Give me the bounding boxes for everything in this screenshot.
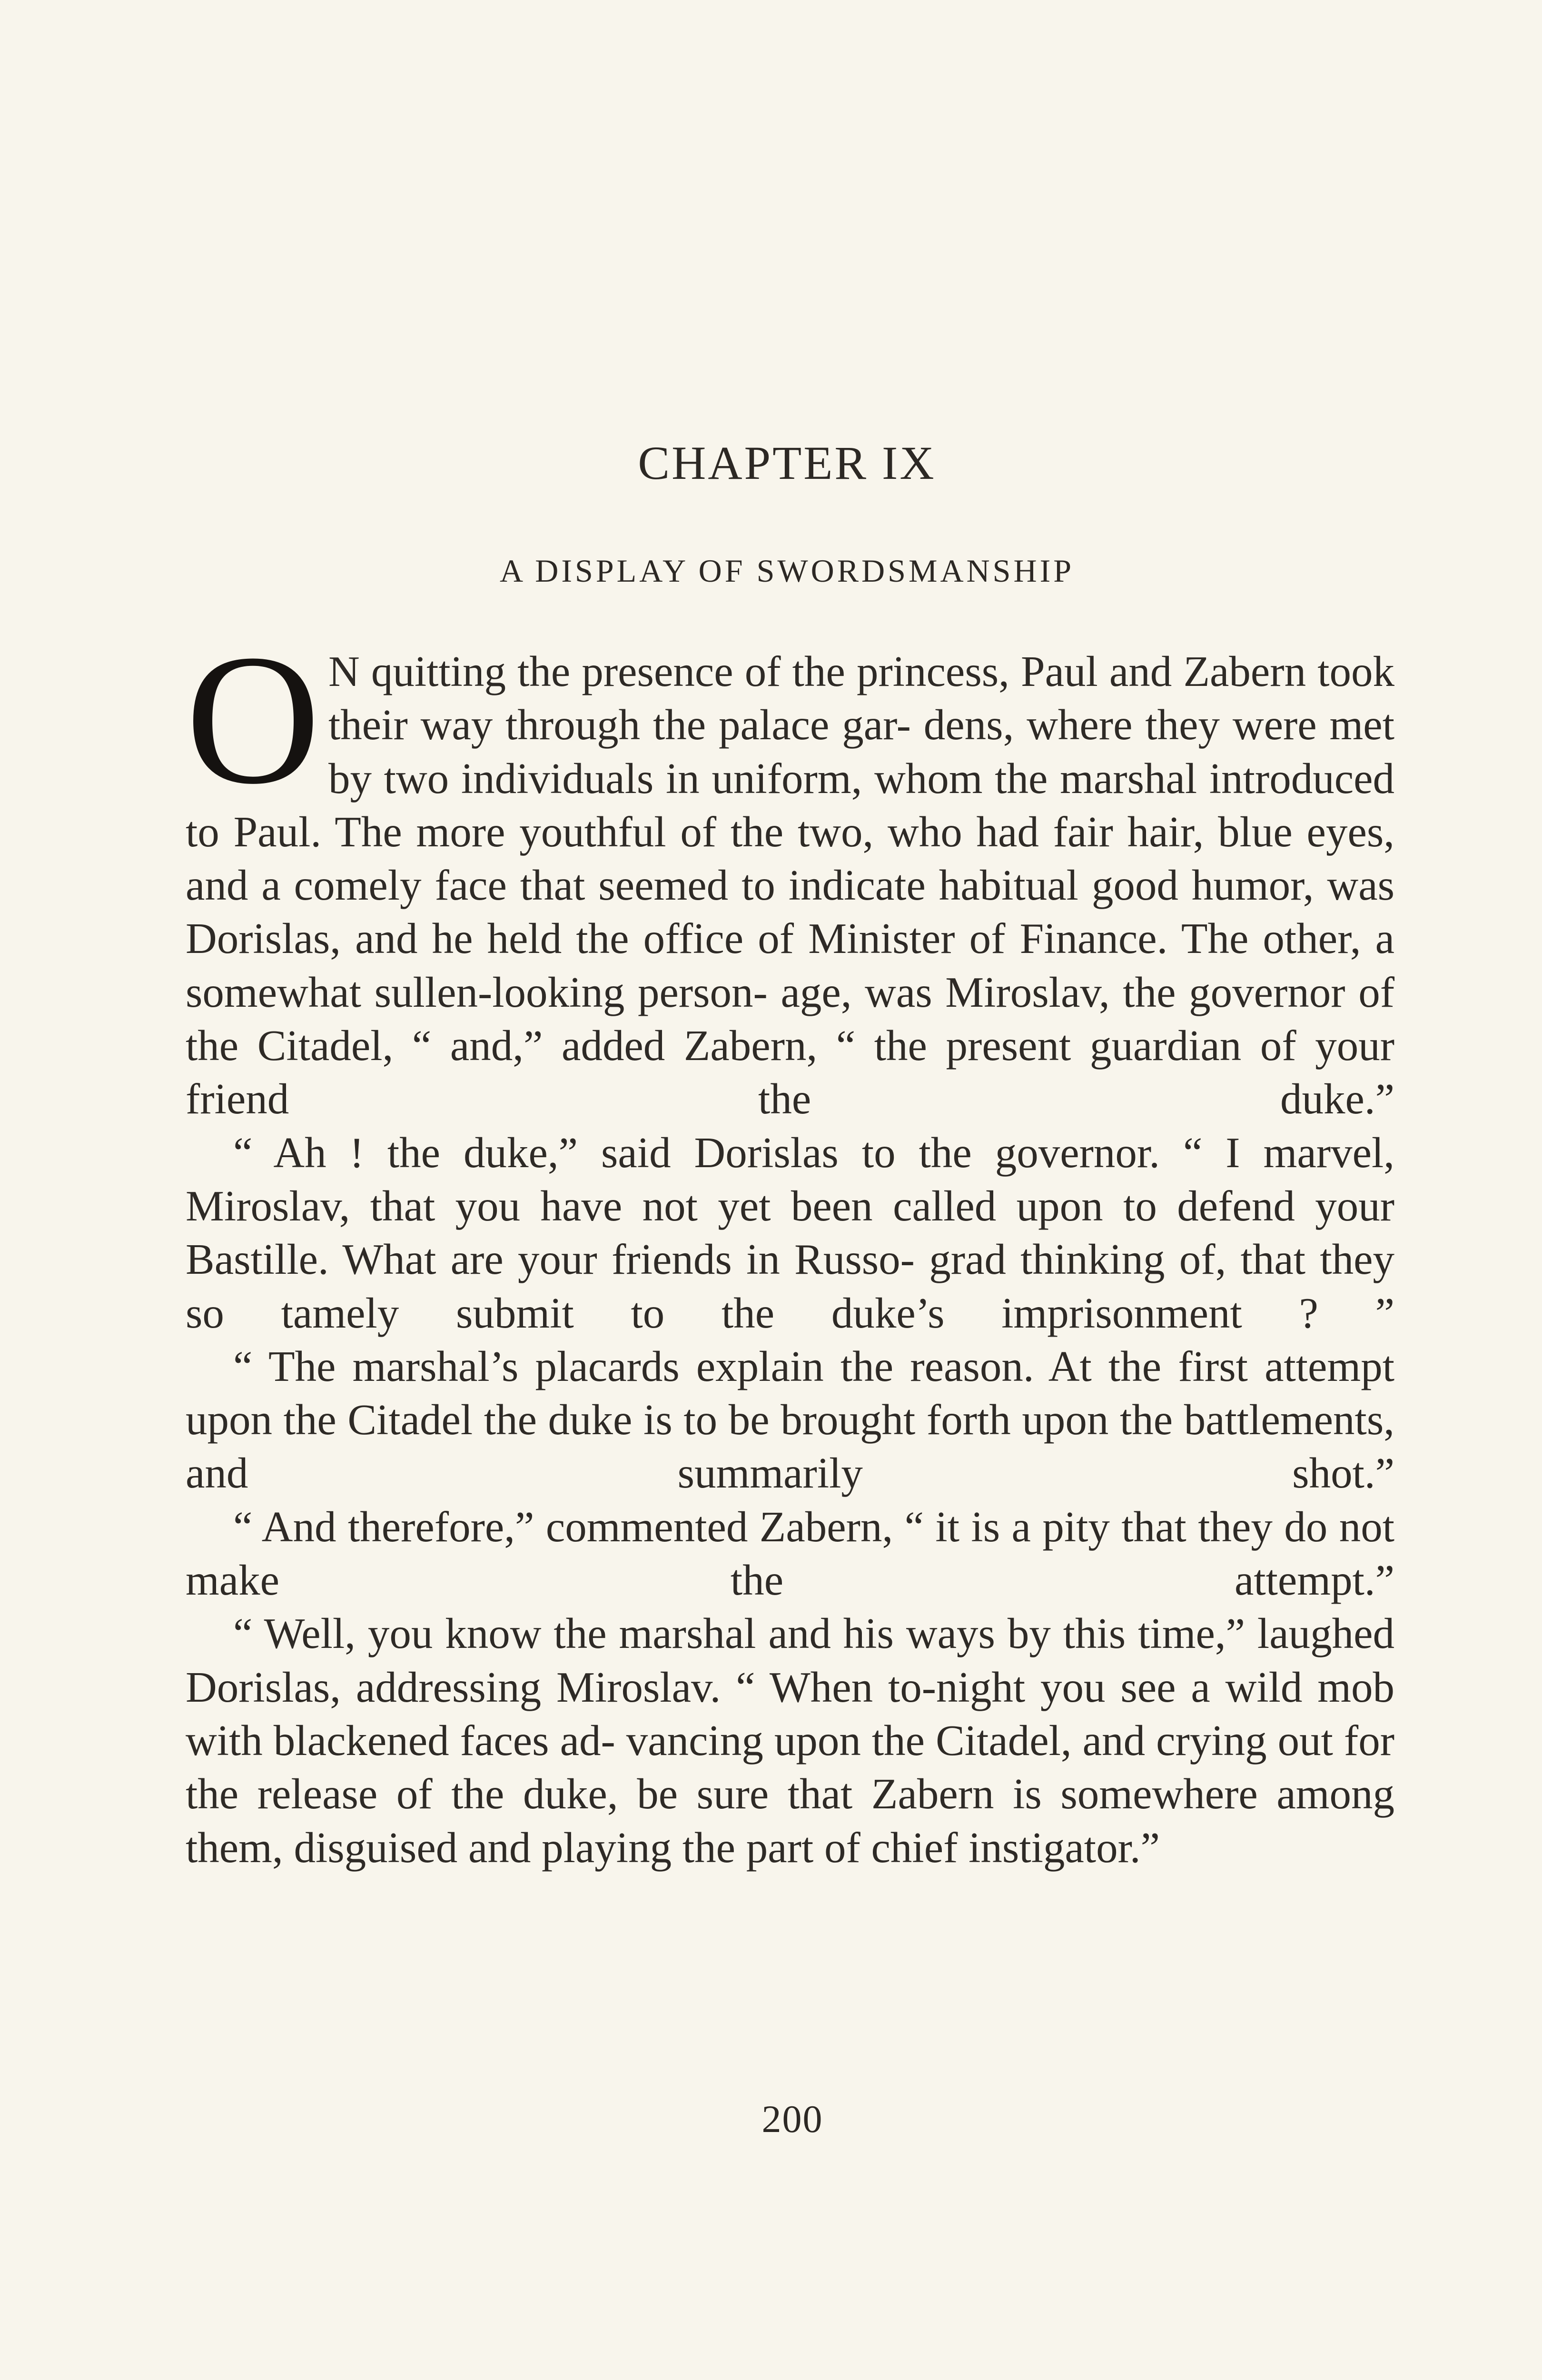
text-line: them, disguised and playing the part of chief instigator.” — [186, 1823, 1160, 1872]
text-line: “ The marshal’s placards explain the reason. At the — [233, 1342, 1162, 1390]
text-line: and a comely face that seemed to indicate habitual good — [186, 861, 1178, 910]
text-line: marvel, Miroslav, that you have not yet been called upon — [186, 1128, 1395, 1230]
text-line: duke.” — [1280, 1075, 1395, 1123]
chapter-title: A DISPLAY OF SWORDSMANSHIP — [499, 553, 1075, 589]
text-line: Zabern took their way through the palace gar- — [328, 647, 1395, 749]
text-line: grad thinking of, that they so tamely submit to the duke’s — [186, 1235, 1394, 1337]
drop-cap: O — [186, 616, 321, 823]
text-line: “ Well, you know the marshal and his ways by this — [233, 1609, 1126, 1658]
text-line: vancing upon the Citadel, and crying out for the release — [186, 1716, 1394, 1818]
text-line: of the duke, be sure that Zabern is somewhere among — [396, 1770, 1395, 1818]
paragraph-1 — [186, 616, 1395, 1126]
text-line: to defend your Bastille. What are your friends in Russo- — [186, 1181, 1395, 1284]
paragraph-4 — [186, 1500, 1394, 1607]
page-number: 200 — [761, 2097, 823, 2141]
paragraph-2 — [186, 1126, 1394, 1340]
text-line: forth upon the battlements, and summarily shot.” — [186, 1396, 1395, 1497]
text-line: more youthful of the two, who had fair hair, blue eyes, — [416, 807, 1394, 856]
text-line: to-night you see a wild mob with blackened faces ad- — [186, 1663, 1395, 1765]
text-line: Finance. The other, a somewhat sullen-looking person- — [186, 914, 1395, 1016]
paragraph-3 — [186, 1340, 1394, 1500]
text-line: age, was Miroslav, the governor of the Citadel, “ and,” — [186, 968, 1395, 1070]
paragraph-5 — [186, 1607, 1394, 1874]
text-line: dens, where they were met by two individuals in — [328, 701, 1394, 803]
text-line: imprisonment ? ” — [1001, 1289, 1394, 1337]
text-line: humor, was Dorislas, and he held the office of Minister of — [186, 861, 1395, 963]
text-line: first attempt upon the Citadel the duke is to be brought — [186, 1342, 1395, 1444]
body-text — [186, 616, 1395, 1874]
text-line: they do not make the attempt.” — [186, 1502, 1394, 1605]
text-line: “ Ah ! the duke,” said Dorislas to the governor. “ I — [233, 1128, 1240, 1177]
text-line: N quitting the presence of the princess, Paul and — [328, 647, 1172, 695]
text-line: time,” laughed Dorislas, addressing Miroslav. “ When — [186, 1609, 1394, 1711]
text-line: added Zabern, “ the present guardian of your friend the — [186, 1021, 1394, 1123]
chapter-heading: CHAPTER IX — [638, 436, 936, 489]
text-line: “ And therefore,” commented Zabern, “ it is a pity that — [233, 1502, 1186, 1551]
text-line: uniform, whom the marshal introduced to Paul. The — [186, 754, 1395, 856]
